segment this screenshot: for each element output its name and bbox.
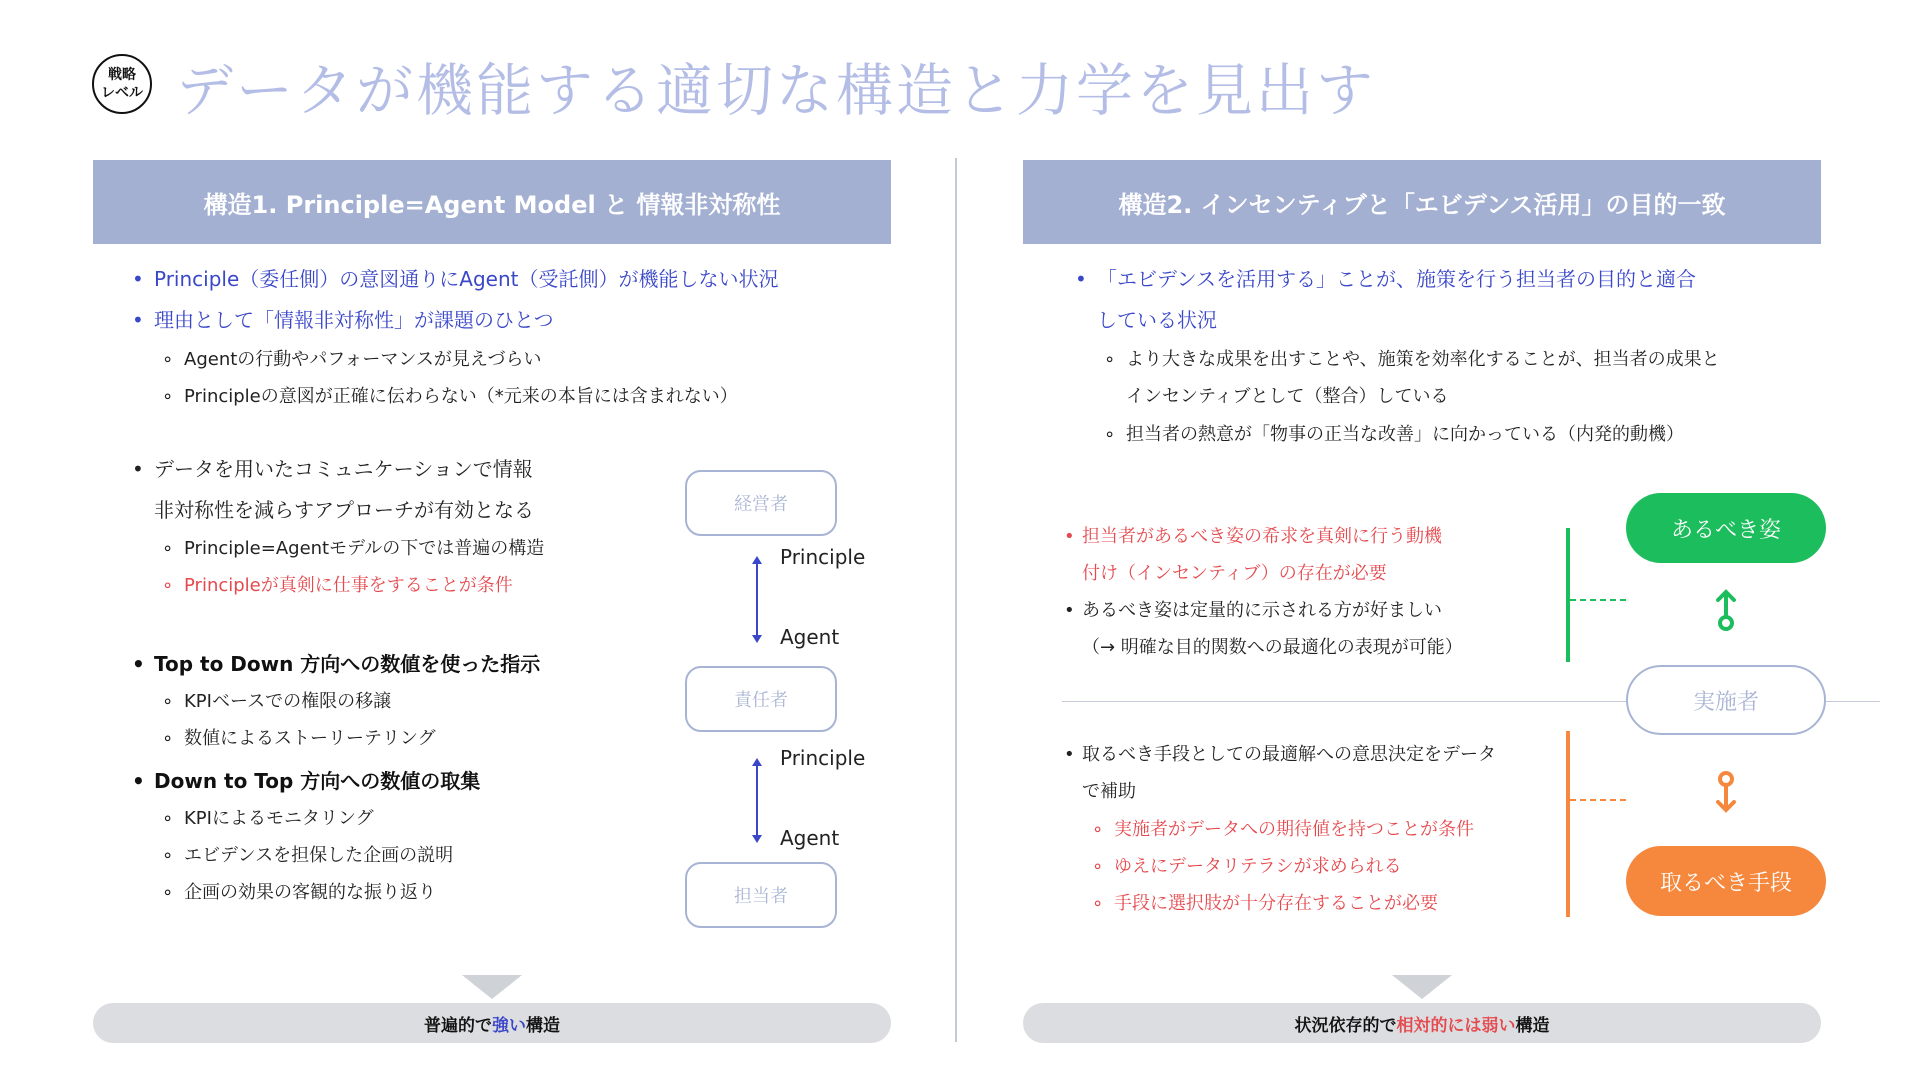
- left-bullet-2-sub-1: ∘ Agentの行動やパフォーマンスが見えづらい: [162, 345, 541, 375]
- lower-note-1-sub-2: ∘ ゆえにデータリテラシが求められる: [1092, 852, 1402, 882]
- left-bullet-5-sub-1: ∘ KPIによるモニタリング: [162, 804, 374, 834]
- lower-note-1-sub-1: ∘ 実施者がデータへの期待値を持つことが条件: [1092, 815, 1474, 845]
- left-conclusion-emphasis: 強い: [492, 1015, 526, 1036]
- left-bullet-2-sub-2: ∘ Principleの意図が正確に伝わらない（*元来の本旨には含まれない）: [162, 382, 738, 412]
- column-divider: [955, 158, 957, 1042]
- arrow-down-head-1: [752, 635, 762, 643]
- lower-bracket-bar: [1566, 731, 1570, 917]
- goal-pill: あるべき姿: [1626, 493, 1826, 563]
- arrow-shaft-1: [756, 563, 758, 635]
- left-conclusion-arrow: [462, 975, 522, 999]
- down-arrow-orange-icon: [1712, 770, 1740, 814]
- left-conclusion-part-a: 普遍的で: [424, 1015, 492, 1036]
- relation-1-agent: Agent: [780, 625, 840, 649]
- left-bullet-4-sub-2: ∘ 数値によるストーリーテリング: [162, 724, 436, 754]
- left-bullet-3: • データを用いたコミュニケーションで情報: [132, 454, 533, 484]
- left-bullet-1: • Principle（委任側）の意図通りにAgent（受託側）が機能しない状況: [132, 264, 778, 294]
- role-executive: 経営者: [685, 470, 837, 536]
- left-bullet-3-sub-2: ∘ Principleが真剣に仕事をすることが条件: [162, 571, 513, 601]
- page-title: データが機能する適切な構造と力学を見出す: [176, 58, 1376, 124]
- arrow-shaft-2: [756, 765, 758, 835]
- lower-note-1: • 取るべき手段としての最適解への意思決定をデータ: [1064, 740, 1496, 770]
- right-conclusion: [1023, 1003, 1821, 1043]
- right-bullet-1: • 「エビデンスを活用する」ことが、施策を行う担当者の目的と適合: [1075, 264, 1696, 294]
- right-conclusion-part-c: 構造: [1515, 1015, 1550, 1036]
- upper-dashed-connector: [1570, 599, 1626, 601]
- left-bullet-4-sub-1: ∘ KPIベースでの権限の移譲: [162, 687, 391, 717]
- badge-line1: 戦略: [108, 67, 136, 83]
- role-manager: 責任者: [685, 666, 837, 732]
- upper-note-1-cont: 付け（インセンティブ）の存在が必要: [1082, 563, 1387, 584]
- executor-pill: 実施者: [1626, 665, 1826, 735]
- right-bullet-1-cont: している状況: [1097, 308, 1217, 332]
- lower-note-1-sub-3: ∘ 手段に選択肢が十分存在することが必要: [1092, 889, 1438, 919]
- left-bullet-3-cont: 非対称性を減らすアプローチが有効となる: [154, 498, 534, 522]
- lower-dashed-connector: [1570, 799, 1626, 801]
- arrow-down-head-2: [752, 835, 762, 843]
- left-bullet-4: • Top to Down 方向への数値を使った指示: [132, 649, 540, 679]
- left-conclusion-part-c: 構造: [526, 1015, 560, 1036]
- left-bullet-5: • Down to Top 方向への数値の取集: [132, 766, 480, 796]
- relation-2-principle: Principle: [780, 746, 866, 770]
- right-conclusion-part-a: 状況依存的で: [1294, 1015, 1397, 1036]
- upper-bracket-bar: [1566, 528, 1570, 662]
- right-conclusion-arrow: [1392, 975, 1452, 999]
- right-bullet-1-sub-1: ∘ より大きな成果を出すことや、施策を効率化することが、担当者の成果と: [1104, 345, 1720, 375]
- left-bullet-5-sub-3: ∘ 企画の効果の客観的な振り返り: [162, 878, 436, 908]
- left-conclusion: [93, 1003, 891, 1043]
- upper-note-1: • 担当者があるべき姿の希求を真剣に行う動機: [1064, 522, 1442, 552]
- relation-2-agent: Agent: [780, 826, 840, 850]
- means-pill: 取るべき手段: [1626, 846, 1826, 916]
- right-column-heading: 構造2. インセンティブと「エビデンス活用」の目的一致: [1023, 160, 1821, 244]
- role-staff: 担当者: [685, 862, 837, 928]
- badge-line2: レベル: [101, 85, 143, 101]
- right-bullet-1-sub-1-cont: インセンティブとして（整合）している: [1126, 386, 1449, 407]
- left-bullet-2: • 理由として「情報非対称性」が課題のひとつ: [132, 305, 554, 335]
- lower-note-1-cont: で補助: [1082, 781, 1136, 802]
- right-bullet-1-sub-2: ∘ 担当者の熱意が「物事の正当な改善」に向かっている（内発的動機）: [1104, 420, 1684, 450]
- relation-1-principle: Principle: [780, 545, 866, 569]
- right-conclusion-emphasis: 相対的には弱い: [1396, 1015, 1516, 1036]
- left-bullet-3-sub-1: ∘ Principle=Agentモデルの下では普遍の構造: [162, 534, 544, 564]
- upper-note-2: • あるべき姿は定量的に示される方が好ましい: [1064, 596, 1442, 626]
- upper-note-2-cont: （→ 明確な目的関数への最適化の表現が可能）: [1082, 637, 1463, 658]
- up-arrow-green-icon: [1712, 588, 1740, 632]
- strategy-level-badge: [92, 54, 152, 114]
- left-bullet-5-sub-2: ∘ エビデンスを担保した企画の説明: [162, 841, 453, 871]
- left-column-heading: 構造1. Principle=Agent Model と 情報非対称性: [93, 160, 891, 244]
